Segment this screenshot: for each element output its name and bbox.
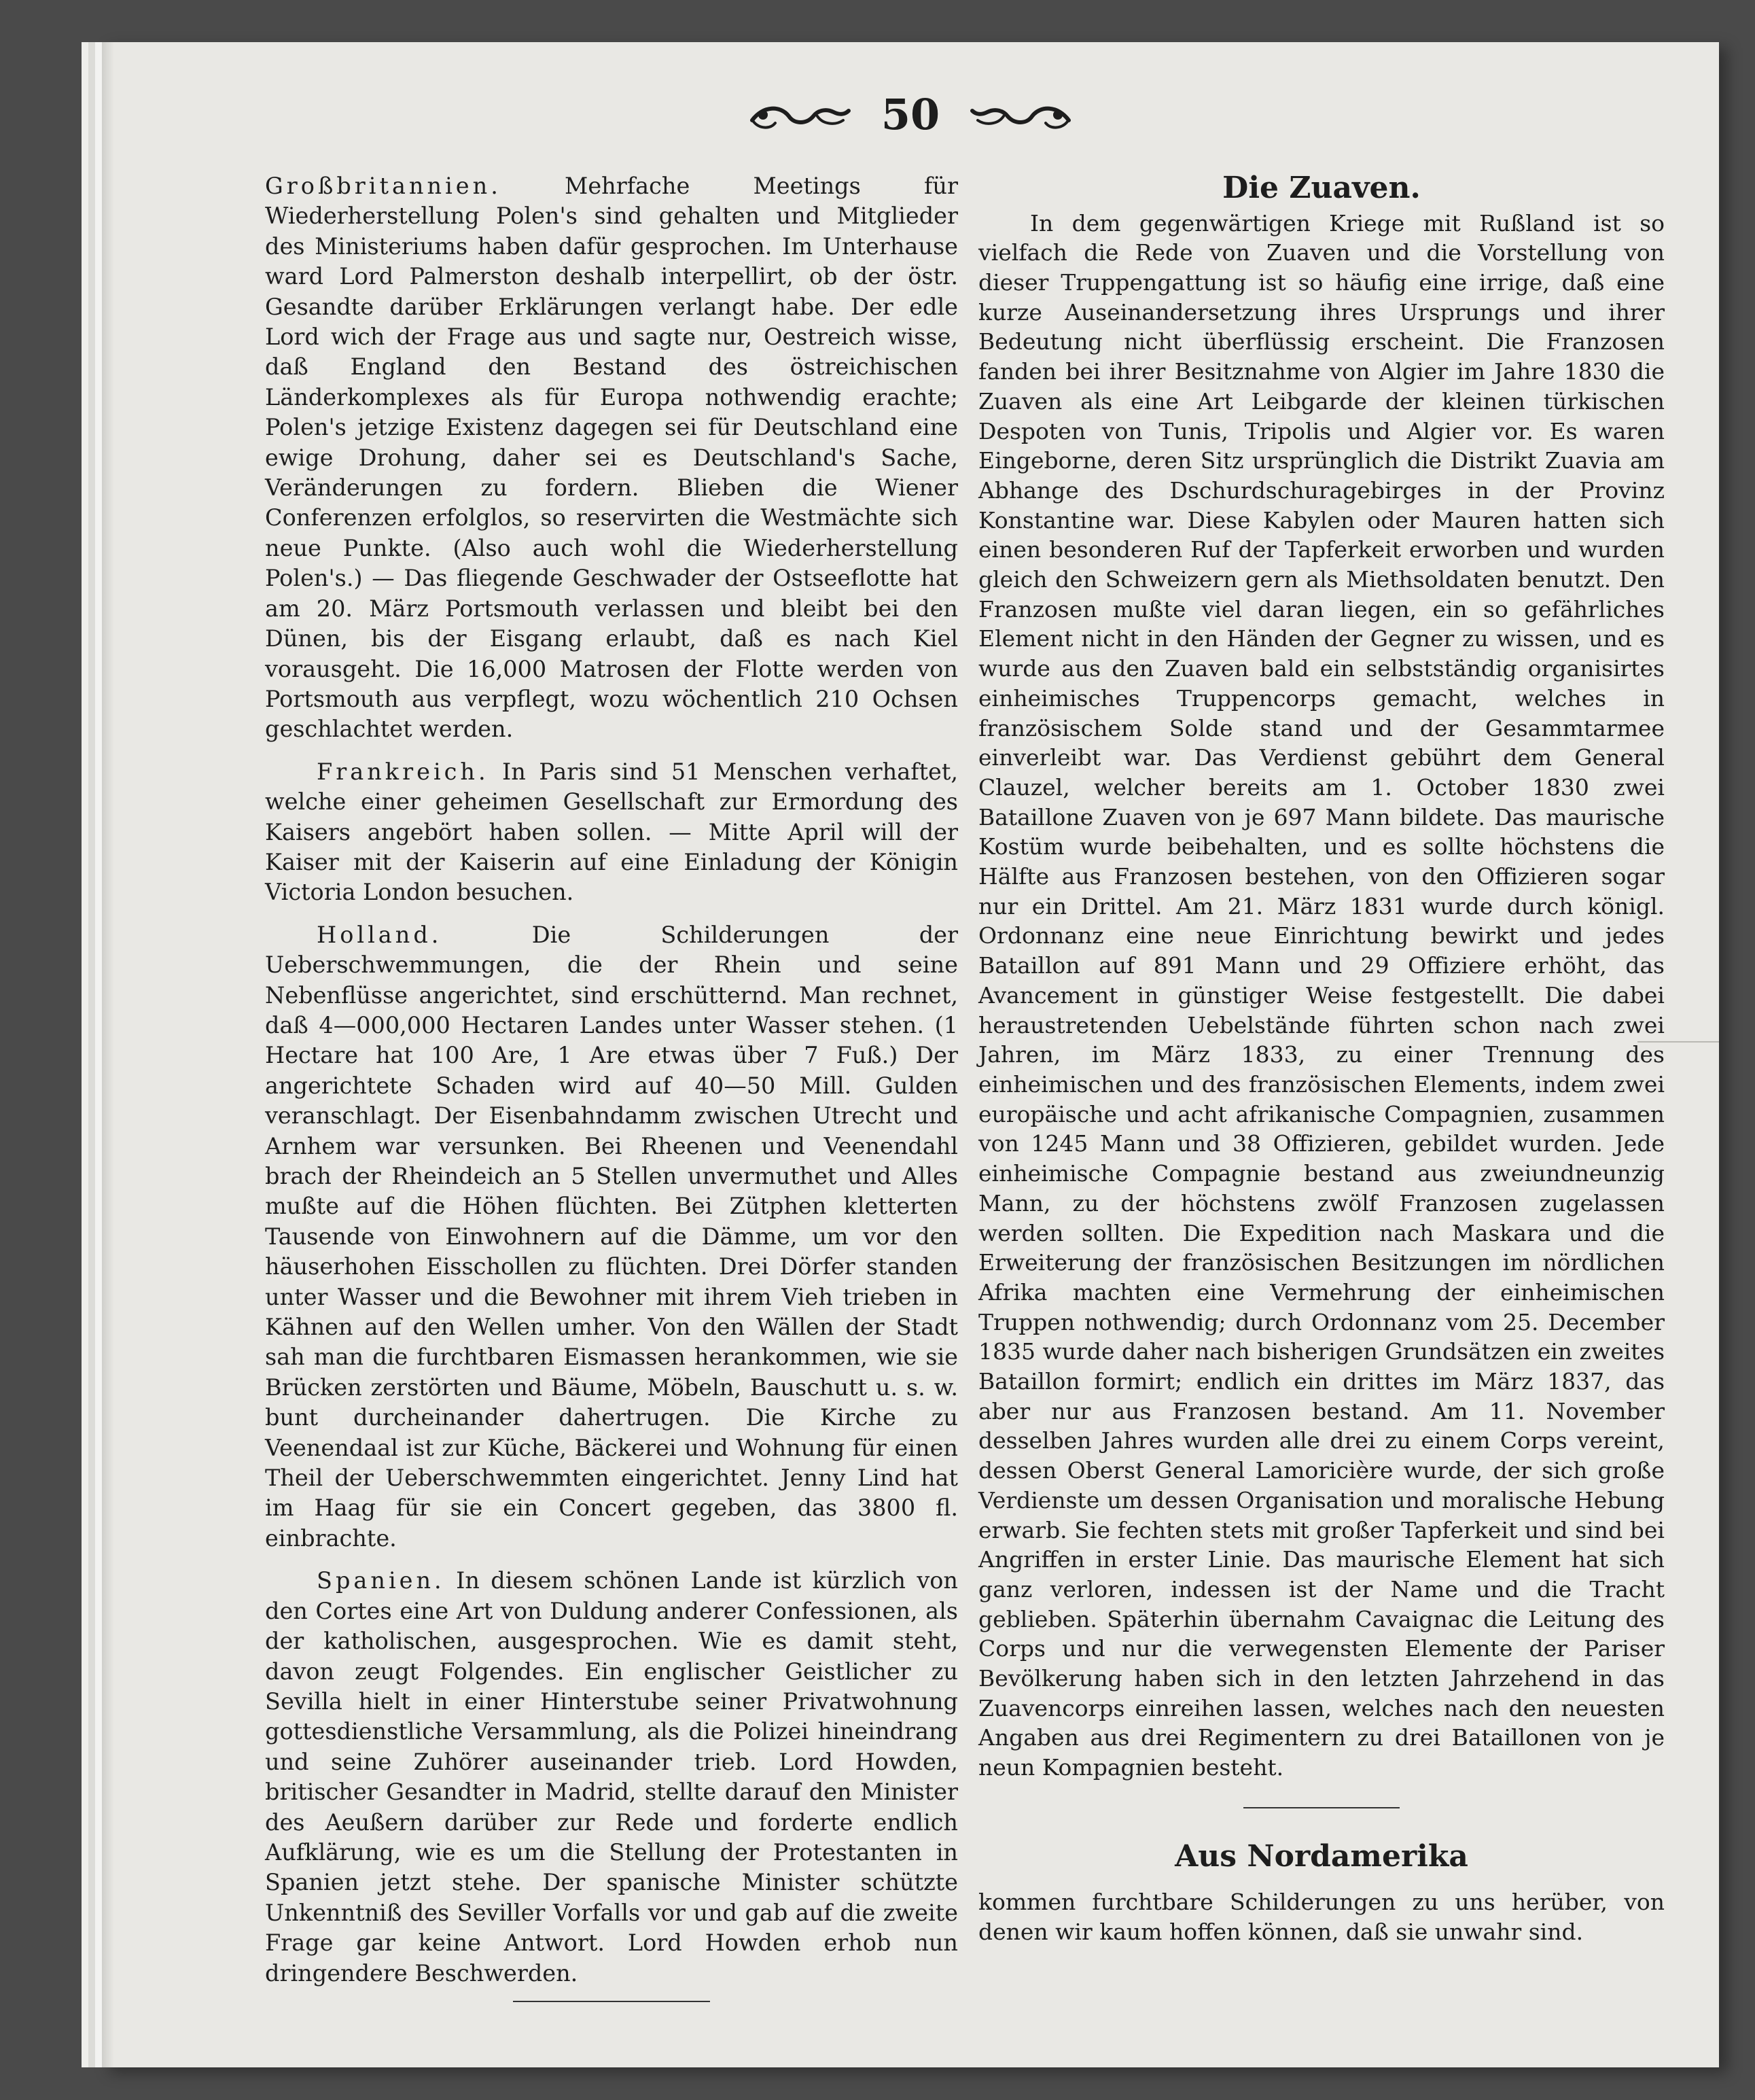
page-header [102,90,1719,139]
country-lead-frankreich: Frankreich. [317,758,489,785]
page-number: 50 [881,90,940,139]
article-text: Die Schilderungen der Ueberschwemmungen, die der Rhein und seine Nebenflüsse angerichtet, sind erschütternd. Man rechnet, daß 4—000,000 Hectaren Landes unter Wasser stehen. (1 Hectare hat 100 Are, 1 Are etwas über 7 Fuß.) Der angerichtete Schaden wird auf 40—50 Mill. Gulden veranschlagt. Der Eisenbahndamm zwischen Utrecht und Arnhem war versunken. Bei Rheenen und Veenendahl brach der Rheindeich an 5 Stellen unvermuthet und Alles mußte auf die Höhen flüchten. Bei Zütphen kletterten Tausende von Einwohnern auf die Dämme, um vor den häuserhohen Eisschollen zu flüchten. Drei Dörfer standen unter Wasser und die Bewohner mit ihrem Vieh trieben in Kähnen auf den Wellen umher. Von den Wällen der Stadt sah man die furchtbaren Eismassen herankommen, wie sie Brücken zerstörten und Bäume, Möbeln, Bauschutt u. s. w. bunt durcheinander dahertrugen. Die Kirche zu Veenendaal ist zur Küche, Bäckerei und Wohnung für einen Theil der Ueberschwemmten eingerichtet. Jenny Lind hat im Haag für sie ein Concert gegeben, das 3800 fl. einbrachte. [265,921,958,1552]
article-grossbritannien [265,171,958,745]
article-frankreich [265,757,958,908]
article-text: In diesem schönen Lande ist kürzlich von den Cortes eine Art von Duldung anderer Confessionen, als der katholischen, ausgesprochen. Wie es damit steht, davon zeugt Folgendes. Ein englischer Geistlicher zu Sevilla hielt in einer Hinterstube seiner Privatwohnung gottesdienstliche Versammlung, als die Polizei hineindrang und seine Zuhörer auseinander trieb. Lord Howden, britischer Gesandter in Madrid, stellte darauf den Minister des Aeußern darüber zur Rede und forderte endlich Aufklärung, wie es um die Stellung der Protestanten in Spanien jetzt stehe. Der spanische Minister schützte Unkenntniß des Seviller Vorfalls vor und gab auf die zweite Frage gar keine Antwort. Lord Howden erhob nun dringendere Beschwerden. [265,1567,958,1987]
page-gutter-shadow [102,42,114,2067]
article-spanien [265,1566,958,1989]
country-lead-holland: Holland. [317,921,442,948]
newspaper-page [102,42,1719,2067]
article-nordamerika: kommen furchtbare Schilderungen zu uns herüber, von denen wir kaum hoffen können, daß sie unwahr sind. [978,1889,1665,1946]
section-divider [1243,1807,1400,1808]
right-column [978,171,1665,1959]
section-title-nordamerika: Aus Nordamerika [1175,1838,1468,1874]
article-zuaven: In dem gegenwärtigen Kriege mit Rußland ist so vielfach die Rede von Zuaven und die Vorstellung von dieser Truppengattung ist so häufig eine irrige, daß eine kurze Auseinandersetzung ihres Ursprungs und ihrer Bedeutung nicht überflüssig erscheint. Die Franzosen fanden bei ihrer Besitznahme von Algier im Jahre 1830 die Zuaven als eine Art Leibgarde der kleinen türkischen Despoten von Tunis, Tripolis und Algier vor. Es waren Eingeborne, deren Sitz ursprünglich die Distrikt Zuavia am Abhange des Dschurdschuragebirges in der Provinz Konstantine war. Diese Kabylen oder Mauren hatten sich einen besonderen Ruf der Tapferkeit erworben und wurden gleich den Schweizern gern als Miethsoldaten benutzt. Den Franzosen mußte viel daran liegen, ein so gefährliches Element nicht in den Händen der Gegner zu wissen, und es wurde aus den Zuaven bald ein selbstständig organisirtes einheimisches Truppencorps gemacht, welches in französischem Solde stand und der Gesammtarmee einverleibt war. Das Verdienst gebührt dem General Clauzel, welcher bereits am 1. October 1830 zwei Bataillone Zuaven von je 697 Mann bildete. Das maurische Kostüm wurde beibehalten, und es sollte höchstens die Hälfte aus Franzosen bestehen, von den Offizieren sogar nur ein Drittel. Am 21. März 1831 wurde durch königl. Ordonnanz eine neue Einrichtung bewirkt und jedes Bataillon auf 891 Mann und 29 Offiziere erhöht, das Avancement in günstiger Weise festgestellt. Die dabei heraustretenden Uebelstände führten schon nach zwei Jahren, im März 1833, zu einer Trennung des einheimischen und des französischen Elements, indem zwei europäische und acht afrikanische Compagnien, zusammen von 1245 Mann und 38 Offizieren, gebildet wurden. Jede einheimische Compagnie bestand aus zweiundneunzig Mann, zu der höchstens zwölf Franzosen zugelassen werden sollten. Die Expedition nach Maskara und die Erweiterung der französischen Besitzungen im nördlichen Afrika machten eine Vermehrung der einheimischen Truppen nothwendig; durch Ordonnanz vom 25. December 1835 wurde daher nach bisherigen Grundsätzen ein zweites Bataillon formirt; endlich ein drittes im März 1837, das aber nur aus Franzosen bestand. Am 11. November desselben Jahres wurden alle drei zu einem Corps vereint, dessen Oberst General Lamoricière wurde, der sich große Verdienste um dessen Organisation und moralische Hebung erwarb. Sie fechten stets mit großer Tapferkeit und sind bei Angriffen in erster Linie. Das maurische Element hat sich ganz verloren, indessen ist der Name und die Tracht geblieben. Späterhin übernahm Cavaignac die Leitung des Corps und nur die verwegensten Elemente der Pariser Bevölkerung haben sich in den letzten Jahrzehend in das Zuavencorps einreihen lassen, welches nach den neuesten Angaben aus drei Regimentern zu drei Bataillonen von je neun Kompagnien besteht. [978,209,1665,1781]
article-text: Mehrfache Meetings für Wiederherstellung Polen's sind gehalten und Mitglieder des Ministeriums haben dafür gesprochen. Im Unterhause ward Lord Palmerston deshalb interpellirt, ob der östr. Gesandte darüber Erklärungen verlangt habe. Der edle Lord wich der Frage aus und sagte nur, Oestreich wisse, daß England den Bestand des östreichischen Länderkomplexes als für Europa nothwendig erachte; Polen's jetzige Existenz dagegen sei für Deutschland eine ewige Drohung, daher sei es Deutschland's Sache, Veränderungen zu fordern. Blieben die Wiener Conferenzen erfolglos, so reservirten die Westmächte sich neue Punkte. (Also auch wohl die Wiederherstellung Polen's.) — Das fliegende Geschwader der Ostseeflotte hat am 20. März Portsmouth verlassen und bleibt bei den Dünen, bis der Eisgang erlaubt, daß es nach Kiel vorausgeht. Die 16,000 Matrosen der Flotte werden von Portsmouth aus verpflegt, wozu wöchentlich 210 Ochsen geschlachtet werden. [265,173,958,743]
country-lead-spanien: Spanien. [317,1567,445,1594]
country-lead-grossbritannien: Großbritannien. [265,173,501,199]
section-title-zuaven: Die Zuaven. [1222,171,1421,205]
article-text: In Paris sind 51 Menschen verhaftet, welche einer geheimen Gesellschaft zur Ermordung des Kaisers angebört haben sollen. — Mitte April will der Kaiser mit der Kaiserin auf eine Einladung der Königin Victoria London besuchen. [265,758,958,906]
section-divider [513,2001,710,2002]
article-holland [265,920,958,1554]
left-column [265,171,958,2002]
flourish-ornament-right-icon [970,96,1071,134]
flourish-ornament-left-icon [749,96,851,134]
